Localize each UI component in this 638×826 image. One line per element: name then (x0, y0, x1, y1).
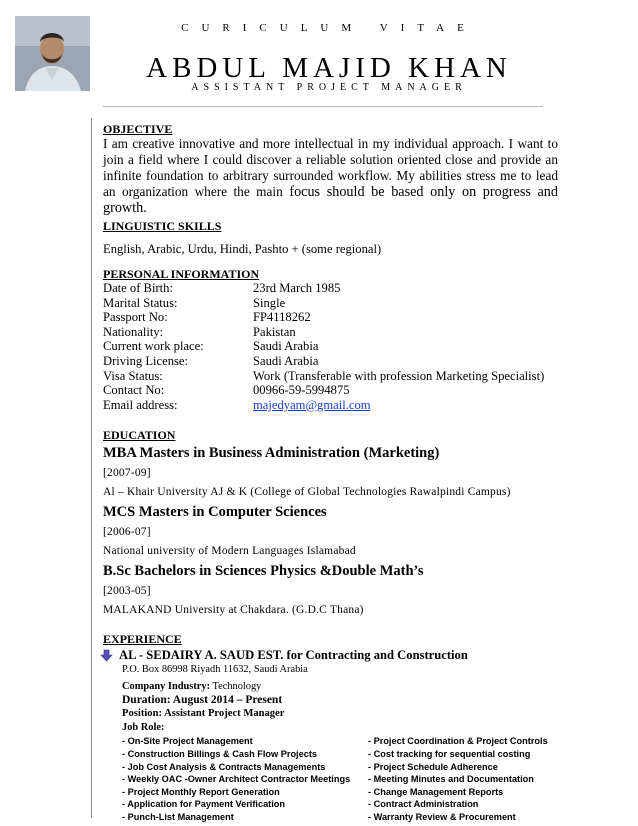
degree-years: [2003-05] (103, 585, 151, 598)
personal-label: Marital Status: (103, 295, 178, 310)
degree-institute: MALAKAND University at Chakdara. (G.D.C Thana) (103, 604, 364, 617)
job-role-item: - Project Schedule Adherence (368, 761, 498, 772)
experience-heading: EXPERIENCE (103, 632, 182, 647)
personal-heading: PERSONAL INFORMATION (103, 267, 260, 281)
personal-label: Visa Status: (103, 368, 163, 383)
job-role-item: - Meeting Minutes and Documentation (368, 774, 534, 785)
company-line (100, 648, 558, 663)
position-text: Position: Assistant Project Manager (122, 708, 285, 720)
left-margin-rule (91, 118, 92, 818)
linguistic-section (103, 219, 558, 257)
industry-label: Company Industry: (122, 681, 211, 693)
personal-label: Date of Birth: (103, 281, 173, 295)
personal-value: Work (Transferable with profession Marketing Specialist) (253, 368, 545, 383)
personal-row (103, 310, 558, 325)
degree-title: MBA Masters in Business Administration (Marketing) (103, 445, 440, 462)
degree-title: MCS Masters in Computer Sciences (103, 504, 327, 521)
candidate-name: ABDUL MAJID KHAN (146, 52, 512, 84)
arrow-down-bullet-icon (100, 649, 113, 662)
company-name: AL - SEDAIRY A. SAUD EST. for Contracting and Construction (119, 648, 468, 663)
education-item (103, 503, 558, 559)
education-item (103, 562, 558, 618)
personal-value: 00966-59-5994875 (253, 383, 350, 398)
job-role-item: - Application for Payment Verification (122, 799, 286, 810)
job-role-item: - Weekly OAC -Owner Architect Contractor Meetings (122, 774, 351, 785)
personal-value: FP4118262 (253, 310, 311, 325)
personal-row (103, 296, 558, 311)
job-role-list (122, 735, 558, 823)
objective-text-main: I am creative innovative and more intellectual in my individual approach. I want to join a field where I could discover a reliable solution oriented close and provide an infinite foundation to arbitrary surrounded workflow. My abilities stress me to lead an organization where the main (103, 136, 558, 199)
degree-years: [2006-07] (103, 526, 151, 539)
company-industry (122, 680, 558, 693)
education-item (103, 444, 558, 500)
linguistic-heading: LINGUISTIC SKILLS (103, 219, 222, 233)
candidate-role: ASSISTANT PROJECT MANAGER (191, 82, 467, 93)
job-role-item: - Warranty Review & Procurement (368, 811, 516, 822)
personal-row (103, 369, 558, 384)
personal-info-list (103, 281, 558, 398)
job-role-item: - Punch-List Management (122, 811, 234, 822)
experience-section (103, 632, 558, 823)
job-role-item: - Project Coordination & Project Controls (368, 736, 548, 747)
objective-text-tail: focus should be based only on progress and growth. (103, 184, 558, 216)
job-role-item: - Job Cost Analysis & Contracts Managements (122, 761, 326, 772)
personal-label: Current work place: (103, 339, 204, 354)
personal-label: Passport No: (103, 310, 168, 325)
email-label: Email address: (103, 397, 178, 412)
document-title: CURICULUM VITAE (181, 22, 477, 34)
personal-label: Nationality: (103, 324, 164, 339)
objective-text (103, 136, 558, 216)
job-role-item: - Contract Administration (368, 799, 479, 810)
education-heading: EDUCATION (103, 428, 176, 443)
personal-label: Contact No: (103, 383, 165, 398)
experience-details (122, 663, 558, 823)
personal-value: Saudi Arabia (253, 339, 319, 354)
job-role-label: Job Role: (122, 722, 165, 734)
objective-heading: OBJECTIVE (103, 122, 173, 136)
personal-row (103, 281, 558, 296)
languages-text: English, Arabic, Urdu, Hindi, Pashto + (some regional) (103, 242, 382, 256)
personal-row-email (103, 398, 558, 413)
personal-label: Driving License: (103, 353, 188, 368)
personal-row (103, 354, 558, 369)
personal-value: Single (253, 295, 286, 310)
header-divider (103, 106, 543, 107)
personal-value: Pakistan (253, 324, 296, 339)
resume-body (103, 120, 558, 824)
personal-value: 23rd March 1985 (253, 281, 341, 295)
degree-institute: National university of Modern Languages Islamabad (103, 545, 356, 558)
degree-institute: Al – Khair University AJ & K (College of Global Technologies Rawalpindi Campus) (103, 486, 511, 499)
job-role-item: - Construction Billings & Cash Flow Projects (122, 748, 317, 759)
personal-row (103, 339, 558, 354)
degree-title: B.Sc Bachelors in Sciences Physics &Double Math’s (103, 563, 424, 580)
job-role-item: - Change Management Reports (368, 786, 504, 797)
personal-row (103, 383, 558, 398)
personal-section (103, 267, 558, 412)
job-role-item: - Project Monthly Report Generation (122, 786, 280, 797)
degree-years: [2007-09] (103, 467, 151, 480)
personal-value: Saudi Arabia (253, 353, 319, 368)
company-address: P.O. Box 86998 Riyadh 11632, Saudi Arabia (122, 664, 308, 676)
objective-section (103, 122, 558, 216)
job-role-item: - On-Site Project Management (122, 736, 253, 747)
education-section (103, 428, 558, 618)
education-list (103, 444, 558, 618)
duration-text: Duration: August 2014 – Present (122, 694, 283, 707)
personal-row (103, 325, 558, 340)
email-link[interactable]: majedyam@gmail.com (253, 397, 371, 412)
industry-value: Technology (210, 681, 262, 693)
job-role-item: - Cost tracking for sequential costing (368, 748, 531, 759)
